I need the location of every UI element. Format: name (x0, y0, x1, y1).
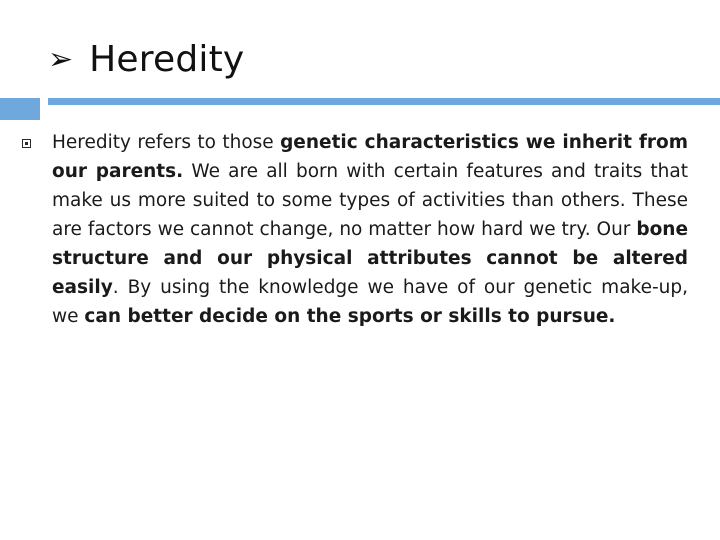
paragraph-run: Heredity refers to those (52, 132, 281, 153)
paragraph-run-bold: genetic characteristics we inherit from our parents. (52, 132, 689, 182)
title-row (48, 34, 244, 86)
arrow-check-bullet-icon: ➢ (48, 42, 74, 77)
paragraph-run-bold: can better decide on the sports or skills to pursue. (84, 306, 616, 327)
accent-bar (48, 98, 720, 105)
paragraph-run: . By using the knowledge we have of our genetic make-up, we (52, 277, 688, 327)
paragraph-run: We are all born with certain features and traits that make us more suited to some types of activities than others. These are factors we cannot change, no matter how hard we try. Our (52, 161, 688, 240)
body-paragraph (52, 128, 688, 331)
paragraph-run-bold: bone structure and our physical attributes cannot be altered easily (52, 219, 688, 298)
square-bullet-icon (22, 139, 31, 148)
slide-title: Heredity (89, 39, 245, 80)
accent-square (0, 98, 40, 120)
